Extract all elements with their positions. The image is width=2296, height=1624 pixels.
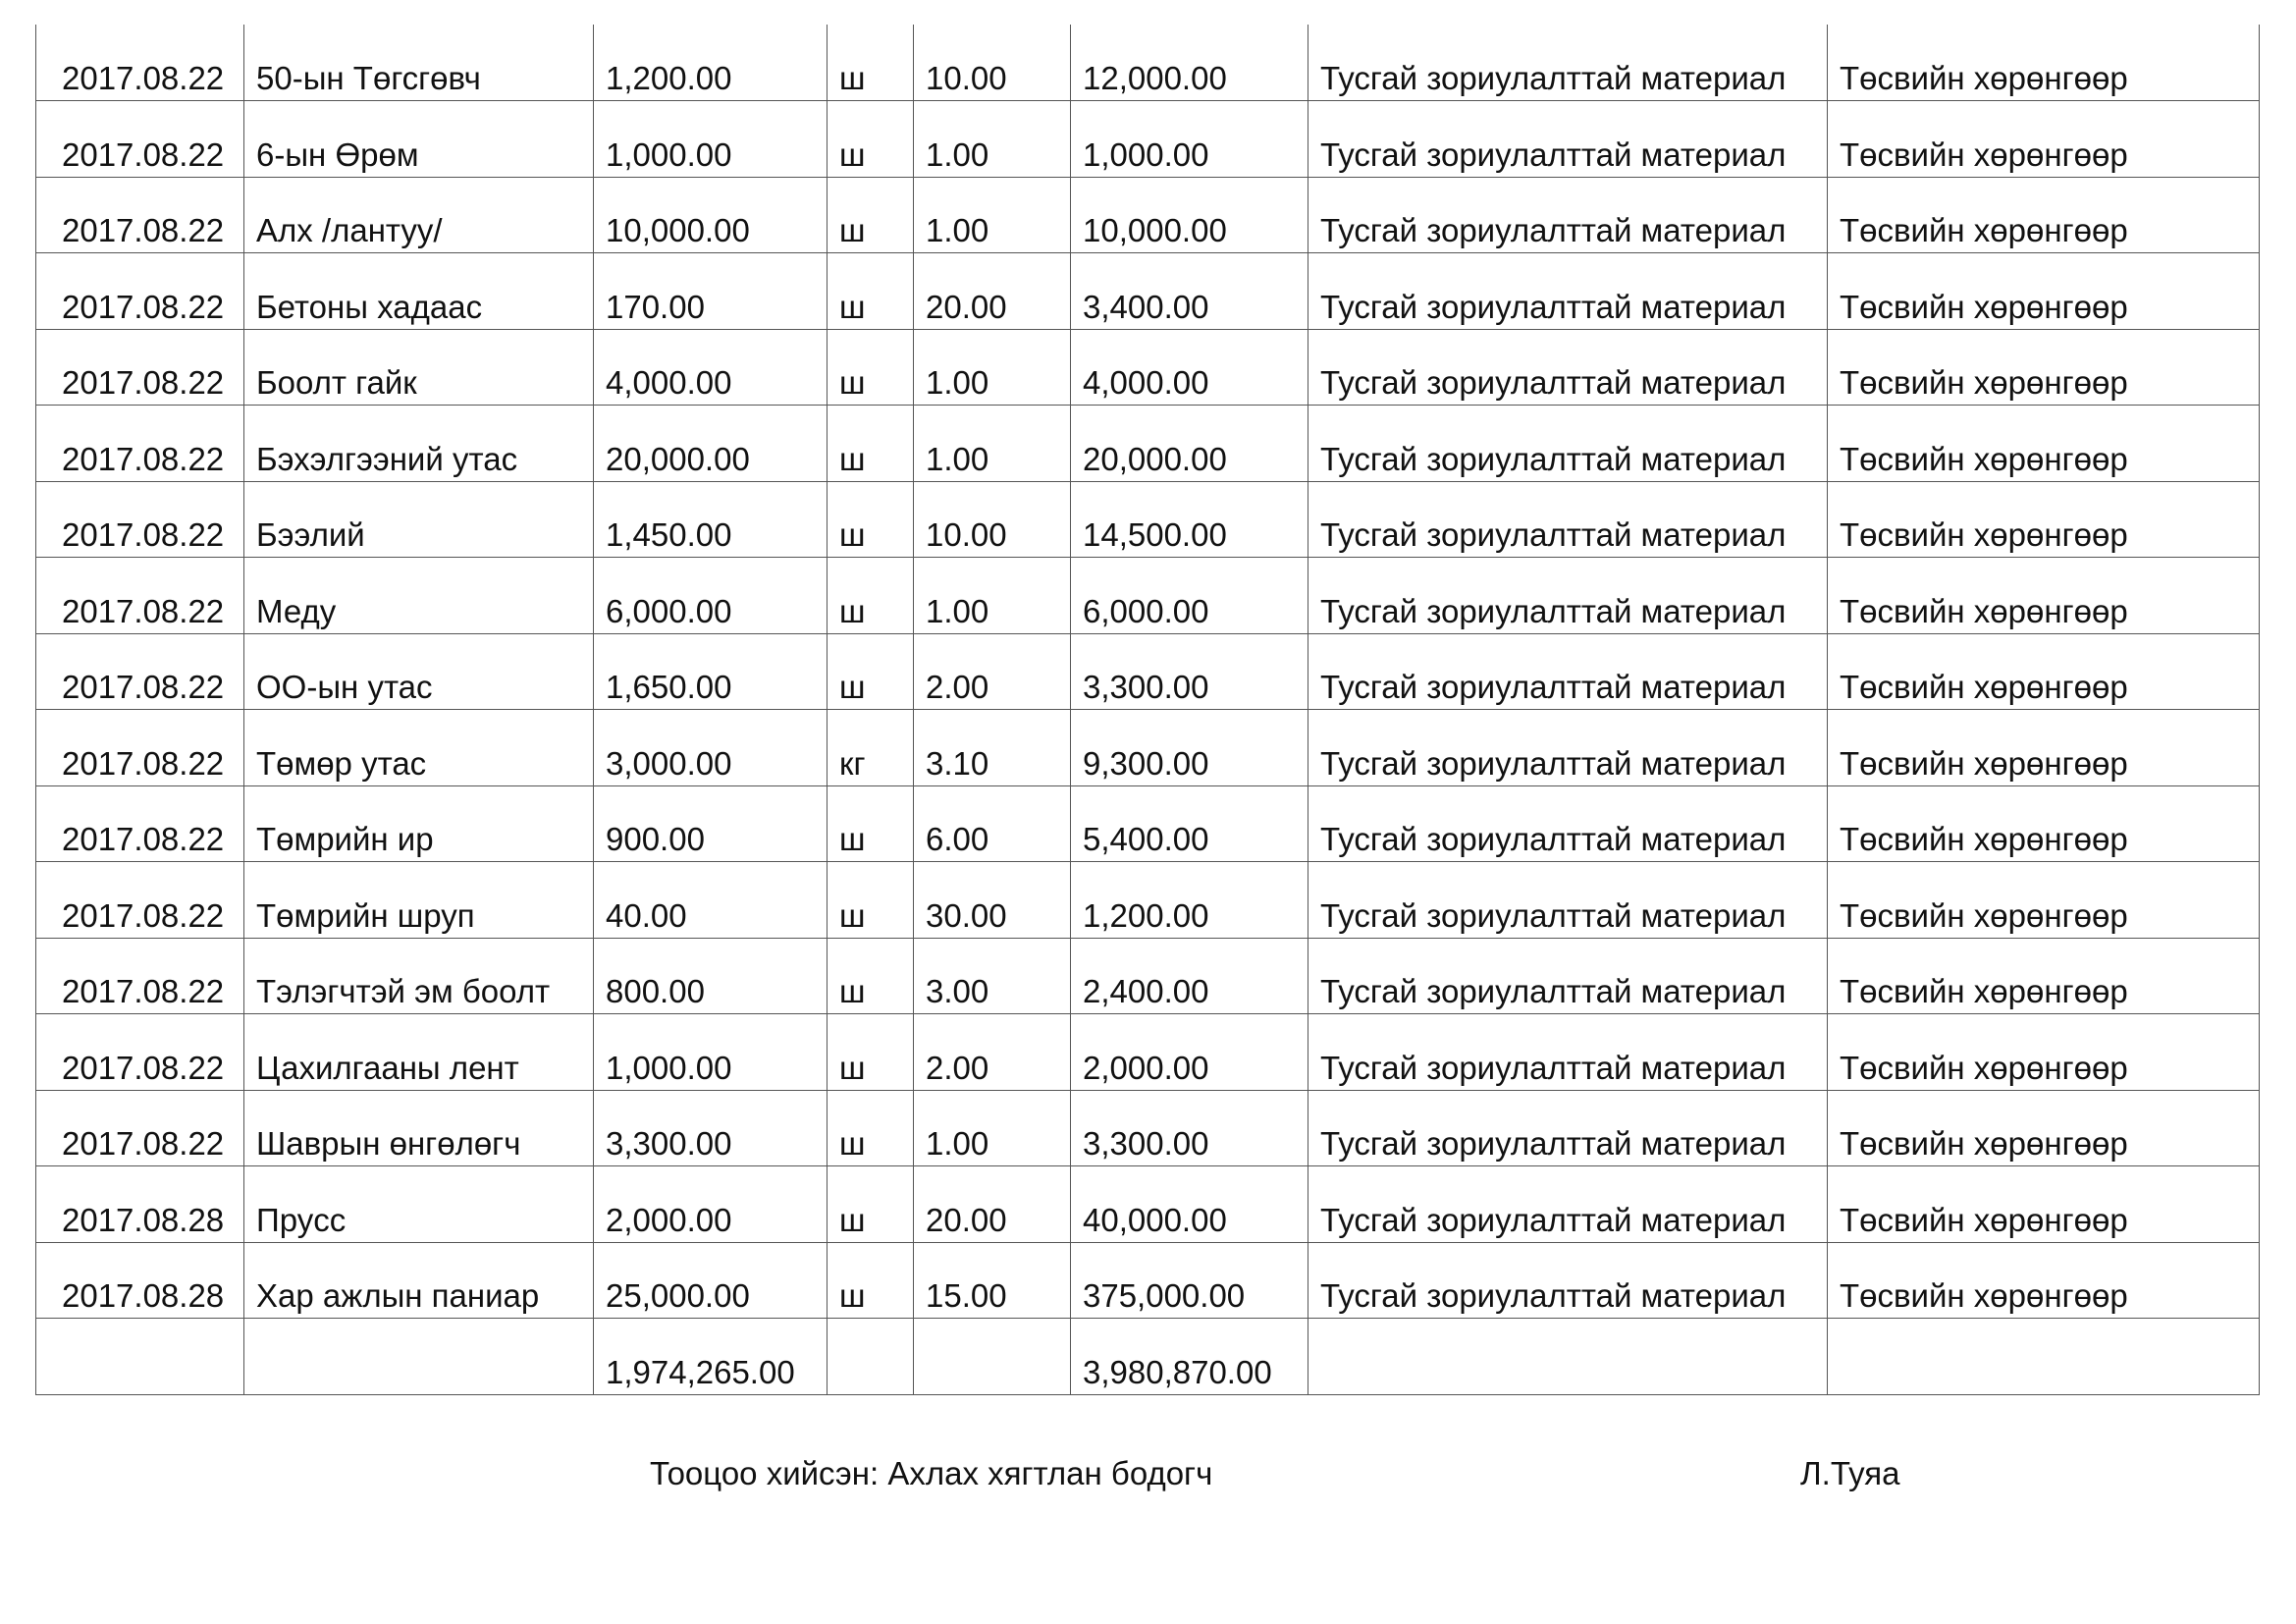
table-row	[36, 253, 2260, 330]
date-cell: 2017.08.22	[36, 1014, 244, 1091]
item-name-cell: Пруcс	[244, 1166, 594, 1243]
funding-source-cell: Төсвийн хөрөнгөөр	[1828, 406, 2260, 482]
funding-source-cell: Төсвийн хөрөнгөөр	[1828, 101, 2260, 178]
unit-cell: кг	[828, 710, 914, 786]
unit-price-cell: 25,000.00	[594, 1242, 828, 1319]
unit-price-cell: 6,000.00	[594, 558, 828, 634]
table-row	[36, 862, 2260, 939]
category-cell: Тусгай зориулалттай материал	[1308, 785, 1828, 862]
quantity-cell: 10.00	[914, 25, 1071, 101]
category-cell: Тусгай зориулалттай материал	[1308, 1090, 1828, 1166]
item-name-cell: Төмрийн ир	[244, 785, 594, 862]
item-name-cell: Тэлэгчтэй эм боолт	[244, 938, 594, 1014]
funding-source-cell: Төсвийн хөрөнгөөр	[1828, 633, 2260, 710]
date-cell: 2017.08.22	[36, 633, 244, 710]
item-name-cell: Цахилгааны лент	[244, 1014, 594, 1091]
quantity-cell: 1.00	[914, 1090, 1071, 1166]
funding-source-cell: Төсвийн хөрөнгөөр	[1828, 558, 2260, 634]
unit-price-cell: 1,000.00	[594, 1014, 828, 1091]
date-cell: 2017.08.22	[36, 177, 244, 253]
unit-cell: ш	[828, 329, 914, 406]
unit-cell: ш	[828, 253, 914, 330]
date-cell: 2017.08.22	[36, 481, 244, 558]
quantity-cell: 20.00	[914, 1166, 1071, 1243]
table-row	[36, 1166, 2260, 1243]
amount-cell: 20,000.00	[1071, 406, 1308, 482]
table-row	[36, 558, 2260, 634]
amount-total-cell: 3,980,870.00	[1071, 1319, 1308, 1395]
amount-cell: 10,000.00	[1071, 177, 1308, 253]
amount-cell: 3,300.00	[1071, 633, 1308, 710]
ledger-sheet	[35, 25, 2259, 1395]
unit-cell: ш	[828, 938, 914, 1014]
table-row	[36, 481, 2260, 558]
amount-cell: 9,300.00	[1071, 710, 1308, 786]
unit-price-cell: 3,300.00	[594, 1090, 828, 1166]
unit-price-cell: 900.00	[594, 785, 828, 862]
category-cell: Тусгай зориулалттай материал	[1308, 101, 1828, 178]
table-row	[36, 710, 2260, 786]
ledger-body	[36, 25, 2260, 1394]
funding-source-cell: Төсвийн хөрөнгөөр	[1828, 938, 2260, 1014]
funding-source-cell: Төсвийн хөрөнгөөр	[1828, 1166, 2260, 1243]
amount-cell: 6,000.00	[1071, 558, 1308, 634]
unit-price-cell: 170.00	[594, 253, 828, 330]
funding-source-cell: Төсвийн хөрөнгөөр	[1828, 253, 2260, 330]
quantity-cell: 2.00	[914, 633, 1071, 710]
category-cell: Тусгай зориулалттай материал	[1308, 938, 1828, 1014]
category-cell: Тусгай зориулалттай материал	[1308, 481, 1828, 558]
table-row	[36, 785, 2260, 862]
item-name-cell: Төмөр утас	[244, 710, 594, 786]
ledger-table	[35, 25, 2260, 1395]
table-row	[36, 633, 2260, 710]
date-cell: 2017.08.22	[36, 938, 244, 1014]
funding-source-cell: Төсвийн хөрөнгөөр	[1828, 785, 2260, 862]
date-cell: 2017.08.28	[36, 1166, 244, 1243]
unit-price-cell: 3,000.00	[594, 710, 828, 786]
unit-cell: ш	[828, 406, 914, 482]
unit-price-cell: 1,000.00	[594, 101, 828, 178]
item-name-cell: 50-ын Төгсгөвч	[244, 25, 594, 101]
quantity-cell: 1.00	[914, 558, 1071, 634]
date-cell: 2017.08.22	[36, 329, 244, 406]
quantity-cell: 2.00	[914, 1014, 1071, 1091]
item-name-cell: Бээлий	[244, 481, 594, 558]
item-name-cell: Бэхэлгээний утас	[244, 406, 594, 482]
table-row	[36, 938, 2260, 1014]
quantity-cell: 30.00	[914, 862, 1071, 939]
table-row	[36, 25, 2260, 101]
totals-row	[36, 1319, 2260, 1395]
date-cell: 2017.08.22	[36, 25, 244, 101]
category-cell: Тусгай зориулалттай материал	[1308, 329, 1828, 406]
signature-footer	[0, 1455, 2296, 1504]
amount-cell: 40,000.00	[1071, 1166, 1308, 1243]
price-total-cell: 1,974,265.00	[594, 1319, 828, 1395]
funding-source-cell: Төсвийн хөрөнгөөр	[1828, 329, 2260, 406]
quantity-cell: 1.00	[914, 406, 1071, 482]
table-row	[36, 1014, 2260, 1091]
amount-cell: 14,500.00	[1071, 481, 1308, 558]
amount-cell: 1,000.00	[1071, 101, 1308, 178]
item-name-cell: Меду	[244, 558, 594, 634]
unit-price-cell: 800.00	[594, 938, 828, 1014]
item-name-cell: 6-ын Өрөм	[244, 101, 594, 178]
quantity-cell: 3.10	[914, 710, 1071, 786]
quantity-cell: 15.00	[914, 1242, 1071, 1319]
date-cell: 2017.08.22	[36, 785, 244, 862]
amount-cell: 12,000.00	[1071, 25, 1308, 101]
funding-source-cell: Төсвийн хөрөнгөөр	[1828, 1242, 2260, 1319]
unit-price-cell: 20,000.00	[594, 406, 828, 482]
category-cell: Тусгай зориулалттай материал	[1308, 1242, 1828, 1319]
empty-cell	[244, 1319, 594, 1395]
date-cell: 2017.08.22	[36, 862, 244, 939]
amount-cell: 3,300.00	[1071, 1090, 1308, 1166]
amount-cell: 2,400.00	[1071, 938, 1308, 1014]
table-row	[36, 101, 2260, 178]
empty-cell	[36, 1319, 244, 1395]
unit-cell: ш	[828, 558, 914, 634]
unit-cell: ш	[828, 1242, 914, 1319]
item-name-cell: Боолт гайк	[244, 329, 594, 406]
date-cell: 2017.08.22	[36, 406, 244, 482]
unit-cell: ш	[828, 101, 914, 178]
unit-price-cell: 1,450.00	[594, 481, 828, 558]
unit-price-cell: 1,200.00	[594, 25, 828, 101]
unit-cell: ш	[828, 177, 914, 253]
amount-cell: 5,400.00	[1071, 785, 1308, 862]
table-row	[36, 406, 2260, 482]
date-cell: 2017.08.22	[36, 1090, 244, 1166]
category-cell: Тусгай зориулалттай материал	[1308, 710, 1828, 786]
category-cell: Тусгай зориулалттай материал	[1308, 253, 1828, 330]
amount-cell: 4,000.00	[1071, 329, 1308, 406]
unit-cell: ш	[828, 25, 914, 101]
quantity-cell: 1.00	[914, 329, 1071, 406]
table-row	[36, 329, 2260, 406]
category-cell: Тусгай зориулалттай материал	[1308, 1014, 1828, 1091]
amount-cell: 1,200.00	[1071, 862, 1308, 939]
date-cell: 2017.08.22	[36, 710, 244, 786]
empty-cell	[1308, 1319, 1828, 1395]
category-cell: Тусгай зориулалттай материал	[1308, 177, 1828, 253]
empty-cell	[914, 1319, 1071, 1395]
empty-cell	[828, 1319, 914, 1395]
funding-source-cell: Төсвийн хөрөнгөөр	[1828, 862, 2260, 939]
unit-cell: ш	[828, 785, 914, 862]
funding-source-cell: Төсвийн хөрөнгөөр	[1828, 710, 2260, 786]
item-name-cell: ОО-ын утас	[244, 633, 594, 710]
unit-price-cell: 10,000.00	[594, 177, 828, 253]
unit-cell: ш	[828, 481, 914, 558]
unit-price-cell: 1,650.00	[594, 633, 828, 710]
unit-cell: ш	[828, 1014, 914, 1091]
quantity-cell: 3.00	[914, 938, 1071, 1014]
date-cell: 2017.08.28	[36, 1242, 244, 1319]
funding-source-cell: Төсвийн хөрөнгөөр	[1828, 1014, 2260, 1091]
unit-cell: ш	[828, 633, 914, 710]
item-name-cell: Шаврын өнгөлөгч	[244, 1090, 594, 1166]
empty-cell	[1828, 1319, 2260, 1395]
category-cell: Тусгай зориулалттай материал	[1308, 633, 1828, 710]
table-row	[36, 1242, 2260, 1319]
date-cell: 2017.08.22	[36, 253, 244, 330]
quantity-cell: 20.00	[914, 253, 1071, 330]
unit-cell: ш	[828, 862, 914, 939]
item-name-cell: Төмрийн шруп	[244, 862, 594, 939]
funding-source-cell: Төсвийн хөрөнгөөр	[1828, 481, 2260, 558]
table-row	[36, 177, 2260, 253]
table-row	[36, 1090, 2260, 1166]
prepared-by-label: Тооцоо хийсэн: Ахлах хягтлан бодогч	[650, 1455, 1213, 1491]
category-cell: Тусгай зориулалттай материал	[1308, 1166, 1828, 1243]
category-cell: Тусгай зориулалттай материал	[1308, 406, 1828, 482]
amount-cell: 375,000.00	[1071, 1242, 1308, 1319]
item-name-cell: Хар ажлын паниар	[244, 1242, 594, 1319]
unit-price-cell: 2,000.00	[594, 1166, 828, 1243]
item-name-cell: Алх /лантуу/	[244, 177, 594, 253]
amount-cell: 2,000.00	[1071, 1014, 1308, 1091]
unit-price-cell: 40.00	[594, 862, 828, 939]
signer-name: Л.Туяа	[1800, 1455, 1900, 1491]
amount-cell: 3,400.00	[1071, 253, 1308, 330]
funding-source-cell: Төсвийн хөрөнгөөр	[1828, 177, 2260, 253]
unit-price-cell: 4,000.00	[594, 329, 828, 406]
quantity-cell: 1.00	[914, 177, 1071, 253]
item-name-cell: Бетоны хадаас	[244, 253, 594, 330]
quantity-cell: 10.00	[914, 481, 1071, 558]
category-cell: Тусгай зориулалттай материал	[1308, 25, 1828, 101]
date-cell: 2017.08.22	[36, 558, 244, 634]
unit-cell: ш	[828, 1090, 914, 1166]
unit-cell: ш	[828, 1166, 914, 1243]
category-cell: Тусгай зориулалттай материал	[1308, 862, 1828, 939]
funding-source-cell: Төсвийн хөрөнгөөр	[1828, 25, 2260, 101]
funding-source-cell: Төсвийн хөрөнгөөр	[1828, 1090, 2260, 1166]
date-cell: 2017.08.22	[36, 101, 244, 178]
quantity-cell: 6.00	[914, 785, 1071, 862]
category-cell: Тусгай зориулалттай материал	[1308, 558, 1828, 634]
quantity-cell: 1.00	[914, 101, 1071, 178]
